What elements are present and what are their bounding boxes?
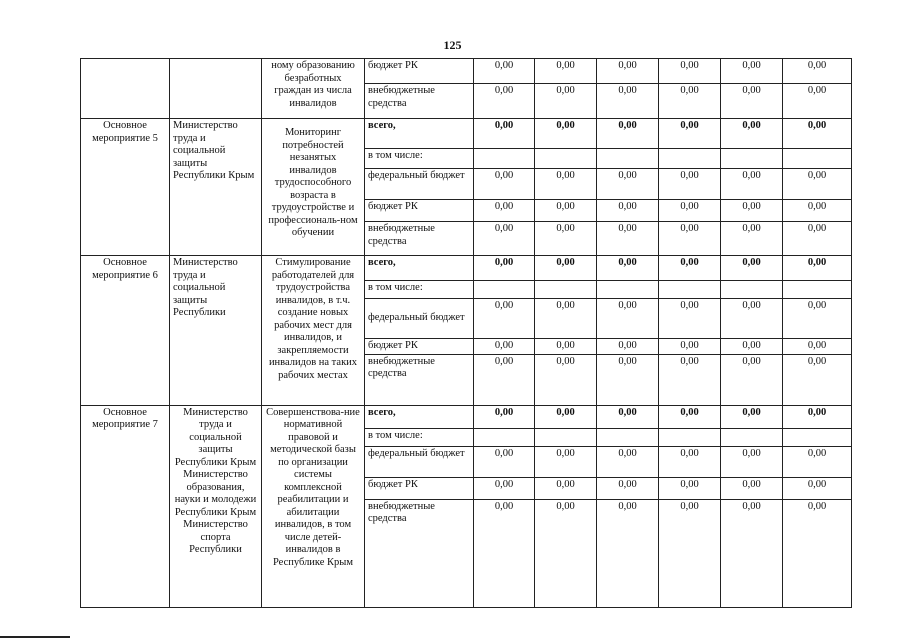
value-cell: 0,00 <box>659 405 721 428</box>
empty-cell <box>535 428 597 446</box>
value-cell: 0,00 <box>721 119 783 149</box>
value-cell: 0,00 <box>597 169 659 200</box>
source-cell: внебюджетные средства <box>365 222 474 256</box>
value-cell: 0,00 <box>721 405 783 428</box>
value-cell: 0,00 <box>783 446 852 477</box>
value-cell: 0,00 <box>659 119 721 149</box>
source-cell: всего, <box>365 256 474 281</box>
executor-cell <box>170 59 262 119</box>
value-cell: 0,00 <box>721 354 783 405</box>
empty-cell <box>659 281 721 299</box>
source-cell: внебюджетные средства <box>365 354 474 405</box>
source-cell: в том числе: <box>365 428 474 446</box>
value-cell: 0,00 <box>721 200 783 222</box>
value-cell: 0,00 <box>721 446 783 477</box>
value-cell: 0,00 <box>721 59 783 84</box>
value-cell: 0,00 <box>474 477 535 499</box>
empty-cell <box>597 428 659 446</box>
empty-cell <box>597 149 659 169</box>
value-cell: 0,00 <box>783 200 852 222</box>
value-cell: 0,00 <box>659 169 721 200</box>
value-cell: 0,00 <box>597 477 659 499</box>
value-cell: 0,00 <box>535 446 597 477</box>
value-cell: 0,00 <box>535 354 597 405</box>
budget-table <box>80 58 852 608</box>
value-cell: 0,00 <box>721 256 783 281</box>
value-cell: 0,00 <box>474 59 535 84</box>
value-cell: 0,00 <box>597 299 659 339</box>
table-body <box>81 59 852 608</box>
value-cell: 0,00 <box>721 169 783 200</box>
value-cell: 0,00 <box>474 84 535 119</box>
value-cell: 0,00 <box>721 499 783 607</box>
value-cell: 0,00 <box>597 499 659 607</box>
value-cell: 0,00 <box>659 499 721 607</box>
value-cell: 0,00 <box>721 299 783 339</box>
executor-cell: Министерство труда и социальной защиты Республики Крым Министерство образования, науки и молодежи Республики Крым Министерство спорта Республики <box>170 405 262 607</box>
value-cell: 0,00 <box>659 354 721 405</box>
source-cell: в том числе: <box>365 281 474 299</box>
value-cell: 0,00 <box>474 222 535 256</box>
value-cell: 0,00 <box>721 477 783 499</box>
value-cell: 0,00 <box>783 499 852 607</box>
value-cell: 0,00 <box>659 477 721 499</box>
value-cell: 0,00 <box>659 59 721 84</box>
value-cell: 0,00 <box>535 84 597 119</box>
table-row <box>81 59 852 84</box>
value-cell: 0,00 <box>721 339 783 355</box>
activity-name-cell: Основное мероприятие 5 <box>81 119 170 256</box>
source-cell: бюджет РК <box>365 200 474 222</box>
value-cell: 0,00 <box>535 339 597 355</box>
value-cell: 0,00 <box>783 477 852 499</box>
description-cell: Стимулирование работодателей для трудоустройства инвалидов, в т.ч. создание новых рабочих мест для инвалидов, и закрепляемости инвалидов на таких рабочих местах <box>262 256 365 406</box>
value-cell: 0,00 <box>659 200 721 222</box>
value-cell: 0,00 <box>659 339 721 355</box>
source-cell: внебюджетные средства <box>365 499 474 607</box>
source-cell: всего, <box>365 119 474 149</box>
value-cell: 0,00 <box>535 299 597 339</box>
table-row <box>81 405 852 428</box>
empty-cell <box>535 281 597 299</box>
value-cell: 0,00 <box>474 499 535 607</box>
value-cell: 0,00 <box>474 339 535 355</box>
value-cell: 0,00 <box>474 200 535 222</box>
value-cell: 0,00 <box>597 446 659 477</box>
source-cell: федеральный бюджет <box>365 169 474 200</box>
value-cell: 0,00 <box>535 256 597 281</box>
activity-name-cell: Основное мероприятие 7 <box>81 405 170 607</box>
executor-cell: Министерство труда и социальной защиты Республики <box>170 256 262 406</box>
value-cell: 0,00 <box>474 354 535 405</box>
value-cell: 0,00 <box>597 119 659 149</box>
value-cell: 0,00 <box>474 119 535 149</box>
table-row <box>81 119 852 149</box>
empty-cell <box>721 149 783 169</box>
value-cell: 0,00 <box>659 222 721 256</box>
source-cell: бюджет РК <box>365 477 474 499</box>
value-cell: 0,00 <box>597 84 659 119</box>
value-cell: 0,00 <box>659 256 721 281</box>
empty-cell <box>474 149 535 169</box>
activity-name-cell <box>81 59 170 119</box>
value-cell: 0,00 <box>783 339 852 355</box>
value-cell: 0,00 <box>659 446 721 477</box>
source-cell: федеральный бюджет <box>365 446 474 477</box>
value-cell: 0,00 <box>783 256 852 281</box>
value-cell: 0,00 <box>535 499 597 607</box>
empty-cell <box>659 428 721 446</box>
source-cell: в том числе: <box>365 149 474 169</box>
value-cell: 0,00 <box>659 84 721 119</box>
value-cell: 0,00 <box>535 59 597 84</box>
empty-cell <box>721 281 783 299</box>
value-cell: 0,00 <box>783 405 852 428</box>
description-cell: ному образованию безработных граждан из числа инвалидов <box>262 59 365 119</box>
activity-name-cell: Основное мероприятие 6 <box>81 256 170 406</box>
value-cell: 0,00 <box>783 299 852 339</box>
value-cell: 0,00 <box>783 222 852 256</box>
value-cell: 0,00 <box>535 200 597 222</box>
source-cell: бюджет РК <box>365 339 474 355</box>
empty-cell <box>535 149 597 169</box>
source-cell: бюджет РК <box>365 59 474 84</box>
page-number: 125 <box>443 38 462 52</box>
empty-cell <box>597 281 659 299</box>
value-cell: 0,00 <box>597 354 659 405</box>
value-cell: 0,00 <box>535 405 597 428</box>
value-cell: 0,00 <box>597 405 659 428</box>
footnote-separator <box>0 636 70 638</box>
empty-cell <box>721 428 783 446</box>
value-cell: 0,00 <box>474 256 535 281</box>
value-cell: 0,00 <box>535 119 597 149</box>
value-cell: 0,00 <box>783 169 852 200</box>
value-cell: 0,00 <box>597 256 659 281</box>
empty-cell <box>474 281 535 299</box>
value-cell: 0,00 <box>783 59 852 84</box>
empty-cell <box>659 149 721 169</box>
value-cell: 0,00 <box>597 222 659 256</box>
description-cell: Совершенствова-ние нормативной правовой и методической базы по организации системы комплексной реабилитации и абилитации инвалидов, в том числе детей-инвалидов в Республике Крым <box>262 405 365 607</box>
value-cell: 0,00 <box>597 200 659 222</box>
value-cell: 0,00 <box>783 354 852 405</box>
value-cell: 0,00 <box>474 405 535 428</box>
empty-cell <box>783 149 852 169</box>
value-cell: 0,00 <box>535 477 597 499</box>
value-cell: 0,00 <box>474 169 535 200</box>
description-cell: Мониторинг потребностей незанятых инвалидов трудоспособного возраста в трудоустройстве и профессиональ-ном обучении <box>262 119 365 256</box>
value-cell: 0,00 <box>783 84 852 119</box>
value-cell: 0,00 <box>474 446 535 477</box>
empty-cell <box>783 281 852 299</box>
value-cell: 0,00 <box>597 59 659 84</box>
value-cell: 0,00 <box>474 299 535 339</box>
empty-cell <box>783 428 852 446</box>
value-cell: 0,00 <box>721 84 783 119</box>
table-row <box>81 256 852 281</box>
source-cell: внебюджетные средства <box>365 84 474 119</box>
value-cell: 0,00 <box>597 339 659 355</box>
executor-cell: Министерство труда и социальной защиты Республики Крым <box>170 119 262 256</box>
value-cell: 0,00 <box>535 169 597 200</box>
value-cell: 0,00 <box>783 119 852 149</box>
value-cell: 0,00 <box>721 222 783 256</box>
empty-cell <box>474 428 535 446</box>
value-cell: 0,00 <box>535 222 597 256</box>
source-cell: федеральный бюджет <box>365 299 474 339</box>
source-cell: всего, <box>365 405 474 428</box>
value-cell: 0,00 <box>659 299 721 339</box>
